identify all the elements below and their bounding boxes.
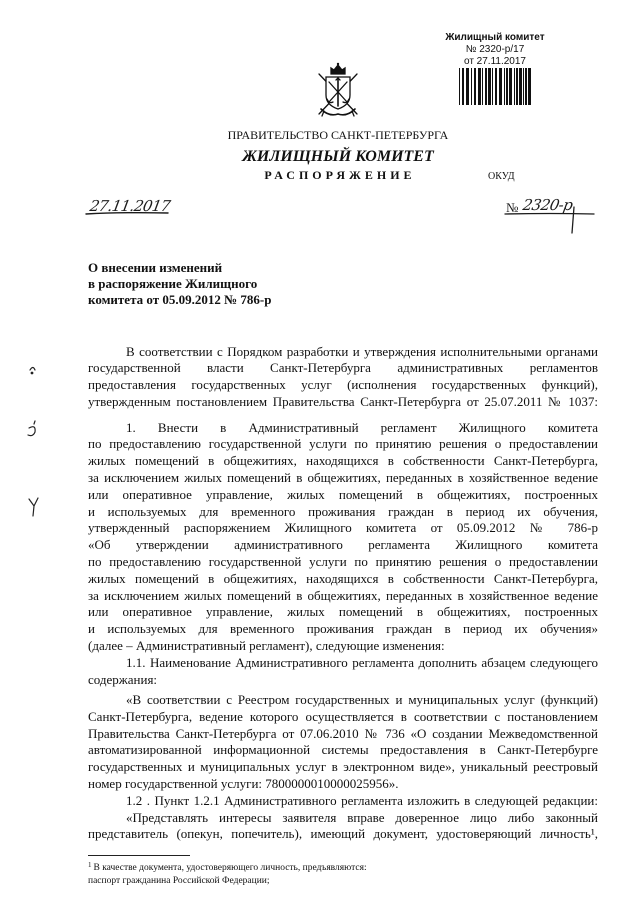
footnote-text: В качестве документа, удостоверяющего личность, предъявляются: bbox=[93, 863, 367, 873]
committee-name: ЖИЛИЩНЫЙ КОМИТЕТ bbox=[242, 148, 434, 165]
body-line: представитель (опекун, попечитель), имеющий документ, удостоверяющий личность¹, bbox=[88, 826, 598, 842]
body-line: утвержденным постановлением Правительства Санкт-Петербурга от 25.07.2011 № 1037: bbox=[88, 393, 598, 409]
barcode-bar bbox=[509, 68, 512, 105]
barcode-bar bbox=[504, 68, 505, 105]
government-name: ПРАВИТЕЛЬСТВО САНКТ-ПЕТЕРБУРГА bbox=[227, 128, 449, 142]
barcode-bar bbox=[482, 68, 483, 105]
body-line: за исключением жилых помещений в общежитиях, переданных в хозяйственное ведение bbox=[88, 469, 598, 485]
stamp-number: № 2320-р/17 bbox=[465, 44, 525, 55]
body-line: (далее – Административный регламент), следующие изменения: bbox=[88, 637, 445, 653]
body-line: или оперативное управление, жилых помещений в общежитиях, построенных bbox=[88, 486, 598, 502]
barcode-bar bbox=[462, 68, 464, 105]
body-line: номер государственной услуги: 7800000010000025956». bbox=[88, 775, 399, 791]
barcode-bar bbox=[474, 68, 476, 105]
barcode-bar bbox=[523, 68, 524, 105]
body-line: государственной власти Санкт-Петербурга административных регламентов bbox=[88, 360, 598, 376]
barcode-bar bbox=[506, 68, 508, 105]
barcode-bar bbox=[499, 68, 502, 105]
title-line: в распоряжение Жилищного bbox=[88, 276, 258, 291]
barcode-bar bbox=[466, 68, 469, 105]
stamp-date: от 27.11.2017 bbox=[463, 56, 526, 67]
okud-label: ОКУД bbox=[488, 171, 515, 182]
body-line: и используемых для временного проживания граждан в период их обучения» bbox=[88, 621, 598, 637]
body-line: «Представлять интересы заявителя вправе доверенное лицо либо законный bbox=[126, 809, 598, 825]
body-line: за исключением жилых помещений в общежитиях, переданных в хозяйственное ведение bbox=[88, 587, 598, 603]
footnote bbox=[88, 859, 367, 887]
coat-of-arms-icon bbox=[313, 62, 363, 118]
body-line: автоматизированной информационной системы предоставления в Санкт-Петербурге bbox=[88, 742, 598, 758]
barcode-bar bbox=[528, 68, 531, 105]
footnote-marker: 1 bbox=[88, 861, 92, 869]
registration-number-sign: № bbox=[506, 200, 519, 215]
margin-pen-marks bbox=[22, 358, 52, 523]
registration-stamp bbox=[440, 32, 550, 105]
title-line: комитета от 05.09.2012 № 786-р bbox=[88, 292, 272, 307]
barcode-bar bbox=[459, 68, 460, 105]
barcode-bar bbox=[492, 68, 493, 105]
footnote-separator bbox=[88, 855, 190, 856]
document-type: РАСПОРЯЖЕНИЕ bbox=[264, 168, 416, 182]
body-line: жилых помещений в общежитиях, находящихся в собственности Санкт-Петербурга, bbox=[88, 453, 598, 469]
title-line: О внесении изменений bbox=[88, 260, 223, 275]
barcode-bar bbox=[495, 68, 497, 105]
paragraph-item-1 bbox=[88, 420, 598, 689]
body-line: и используемых для временного проживания граждан в период их обучения, bbox=[88, 503, 598, 519]
barcode-bar bbox=[514, 68, 515, 105]
footnote-line bbox=[88, 859, 367, 875]
body-line: по предоставлению государственной услуги по принятию решения о предоставлении bbox=[88, 436, 598, 452]
barcode-bar bbox=[478, 68, 481, 105]
body-line: Санкт-Петербурга, ведение которого осуществляется в соответствии с постановлением bbox=[88, 708, 598, 724]
barcode-bar bbox=[471, 68, 472, 105]
paragraph-preamble bbox=[88, 344, 598, 411]
body-line: жилых помещений в общежитиях, находящихся в собственности Санкт-Петербурга, bbox=[88, 570, 598, 586]
body-line: или оперативное управление, жилых помещений в общежитиях, построенных bbox=[88, 604, 598, 620]
body-line: 1.2 . Пункт 1.2.1 Административного регламента изложить в следующей редакции: bbox=[126, 792, 598, 808]
body-line: содержания: bbox=[88, 671, 158, 687]
stamp-organization: Жилищный комитет bbox=[445, 32, 545, 43]
number-underline bbox=[500, 204, 600, 236]
registration-date: 27.11.2017 bbox=[88, 197, 172, 215]
document-title bbox=[88, 260, 271, 308]
body-line: 1. Внести в Административный регламент Жилищного комитета bbox=[126, 419, 598, 435]
body-line: «Об утверждении административного регламента Жилищного комитета bbox=[88, 537, 598, 553]
footnote-line: паспорт гражданина Российской Федерации; bbox=[88, 875, 270, 886]
date-underline bbox=[84, 205, 174, 219]
barcode-bar bbox=[488, 68, 491, 105]
body-line: утвержденный распоряжением Жилищного комитета от 05.09.2012 № 786-р bbox=[88, 520, 598, 536]
barcode-bar bbox=[519, 68, 522, 105]
barcode-bar bbox=[485, 68, 487, 105]
body-line: 1.1. Наименование Административного регламента дополнить абзацем следующего bbox=[126, 654, 598, 670]
paragraph-amendments bbox=[88, 692, 598, 843]
barcode bbox=[458, 68, 532, 105]
barcode-bar bbox=[525, 68, 527, 105]
body-line: Правительства Санкт-Петербурга от 07.06.2010 № 736 «О создании Межведомственной bbox=[88, 725, 598, 741]
body-line: предоставления государственных услуг (исполнения государственных функций), bbox=[88, 377, 598, 393]
registration-number: 2320-р bbox=[521, 196, 574, 214]
body-line: государственных и муниципальных услуг в электронном виде», уникальный реестровый bbox=[88, 759, 598, 775]
body-line: В соответствии с Порядком разработки и утверждения исполнительными органами bbox=[126, 343, 598, 359]
barcode-bar bbox=[516, 68, 518, 105]
body-line: по предоставлению государственной услуги по принятию решения о предоставлении bbox=[88, 553, 598, 569]
body-line: «В соответствии с Реестром государственных и муниципальных услуг (функций) bbox=[126, 692, 598, 707]
